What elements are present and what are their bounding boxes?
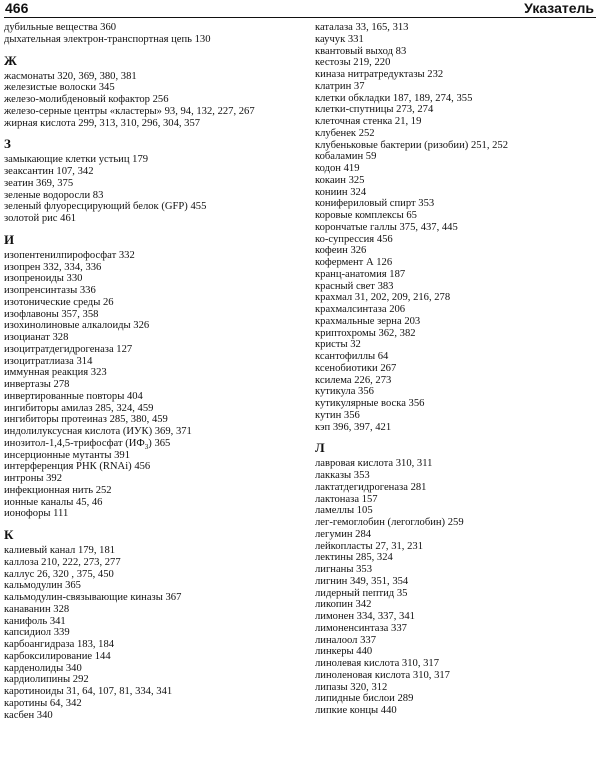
index-entry: крахмал 31, 202, 209, 216, 278 [315,292,451,304]
index-entry: кутин 356 [315,409,360,421]
index-entry: клатрин 37 [315,80,365,92]
index-entry: каротины 64, 342 [4,697,82,709]
index-letter-heading: З [4,136,11,152]
index-entry: ингибиторы амилаз 285, 324, 459 [4,402,154,414]
index-entry: капсидиол 339 [4,627,70,639]
header-rule [4,17,596,18]
index-entry: ксенобиотики 267 [315,362,397,374]
index-letter-heading: К [4,527,14,542]
index-column-right [315,22,597,717]
index-entry: липазы 320, 312 [315,681,388,693]
index-entry: лимонен 334, 337, 341 [315,611,415,622]
index-entry: лавровая кислота 310, 311 [315,458,433,470]
page-header [0,0,600,19]
index-letter-heading: И [4,231,15,247]
index-entry: касбен 340 [4,709,53,721]
index-entry: кокаин 325 [315,174,365,186]
index-entry: липидные бислои 289 [315,693,414,705]
index-entry: кальмодулин 365 [4,580,81,592]
index-entry: инсерционные мутанты 391 [4,449,131,461]
index-entry: инвертазы 278 [4,379,70,390]
index-entry: иммунная реакция 323 [4,367,107,379]
index-entry: каротиноиды 31, 64, 107, 81, 334, 341 [4,686,173,697]
index-entry: легумин 284 [315,528,372,540]
index-entry: кристы 32 [315,339,361,351]
index-entry: канифоль 341 [4,615,66,627]
index-entry: дубильные вещества 360 [4,22,117,33]
index-entry: каллоза 210, 222, 273, 277 [4,556,121,568]
index-entry: линалоол 337 [315,634,376,646]
index-entry: лейкопласты 27, 31, 231 [315,540,423,552]
index-entry: киназа нитратредуктазы 232 [315,69,444,80]
index-entry: крахмальные зерна 203 [315,315,421,327]
index-entry: жирная кислота 299, 313, 310, 296, 304, 357 [4,117,201,129]
index-entry: клубенек 252 [315,127,375,139]
index-entry: изотонические среды 26 [4,296,114,308]
index-entry: изопреноиды 330 [4,273,83,285]
index-entry: изоцитратлиаза 314 [4,355,93,367]
index-entry: изопренсинтазы 336 [4,285,96,296]
index-entry: изоцитратдегидрогеназа 127 [4,343,133,355]
index-entry: криптохромы 362, 382 [315,327,416,339]
index-entry: изофлавоны 357, 358 [4,308,99,320]
index-entry: изопрен 332, 334, 336 [4,261,102,273]
index-entry: ксилема 226, 273 [315,374,392,386]
index-entry: карбоксилирование 144 [4,650,111,662]
index-entry: кальмодулин-связывающие киназы 367 [4,592,182,603]
index-entry: клеточная стенка 21, 19 [315,116,422,127]
index-entry: золотой рис 461 [4,213,77,224]
index-entry: кардиолипины 292 [4,674,89,686]
index-entry: изохинолиновые алкалоиды 326 [4,320,150,332]
index-entry: замыкающие клетки устьиц 179 [4,154,149,166]
index-entry: лигнаны 353 [315,564,372,575]
index-entry: кэп 396, 397, 421 [315,421,392,433]
index-entry: инвертированные повторы 404 [4,390,143,402]
index-entry: липкие концы 440 [315,705,397,716]
index-entry: инфекционная нить 252 [4,484,112,496]
index-entry: лектины 285, 324 [315,552,393,564]
page-number: 466 [5,0,29,16]
index-entry: индолилуксусная кислота (ИУК) 369, 371 [4,426,192,437]
index-entry: ионные каналы 45, 46 [4,496,103,508]
index-entry: лидерный пептид 35 [315,587,408,599]
index-entry: калиевый канал 179, 181 [4,545,116,556]
index-entry: каучук 331 [315,33,364,45]
index-entry: ко-супрессия 456 [315,233,393,245]
index-entry: кранц-анатомия 187 [315,268,406,280]
index-entry: лактатдегидрогеназа 281 [315,481,427,493]
index-entry: изопентенилпирофосфат 332 [4,249,135,261]
index-entry: ксантофиллы 64 [315,351,389,362]
index-entry: железо-серные центры «кластеры» 93, 94, 132, 227, 267 [4,105,255,117]
index-entry: ингибиторы протеиназ 285, 380, 459 [4,414,168,426]
index-entry: крахмалсинтаза 206 [315,304,406,315]
index-entry: ионофоры 111 [4,508,69,520]
index-entry: лег-гемоглобин (легоглобин) 259 [315,517,464,528]
index-entry: кодон 419 [315,163,360,174]
index-entry: карбоангидраза 183, 184 [4,639,115,650]
index-entry: зеленый флуоресцирующий белок (GFP) 455 [4,201,207,213]
index-entry: кониин 324 [315,186,367,198]
index-entry: ламеллы 105 [315,505,373,517]
index-entry: клетки обкладки 187, 189, 274, 355 [315,92,473,104]
index-entry: линолевая кислота 310, 317 [315,658,440,669]
index-entry: каталаза 33, 165, 313 [315,22,409,33]
index-entry: кофермент А 126 [315,257,393,268]
index-entry: интерференция РНК (RNAi) 456 [4,461,151,473]
index-entry: интроны 392 [4,473,63,484]
index-entry: кофеин 326 [315,245,367,257]
index-column-left [4,22,296,721]
index-entry: конифериловый спирт 353 [315,198,435,210]
index-entry: клетки-спутницы 273, 274 [315,104,434,116]
index-entry: квантовый выход 83 [315,45,407,57]
index-entry: дыхательная электрон-транспортная цепь 130 [4,33,211,45]
index-entry: кутикулярные воска 356 [315,398,425,409]
index-entry: линкеры 440 [315,646,373,658]
index-entry: корончатые галлы 375, 437, 445 [315,221,458,233]
index-entry: кестозы 219, 220 [315,57,391,69]
index-entry: клубеньковые бактерии (ризобии) 251, 252 [315,139,509,151]
index-entry: каллус 26, 320 , 375, 450 [4,568,114,580]
index-entry: зеатин 369, 375 [4,177,74,189]
index-entry: железо-молибденовый кофактор 256 [4,94,169,105]
index-entry: линоленовая кислота 310, 317 [315,669,450,681]
index-entry: ликопин 342 [315,599,372,611]
index-entry: кутикула 356 [315,386,374,398]
index-entry: зеаксантин 107, 342 [4,166,94,177]
index-entry: зеленые водоросли 83 [4,189,104,201]
index-entry: лигнин 349, 351, 354 [315,575,409,587]
index-entry: канаванин 328 [4,603,70,615]
index-entry: коровые комплексы 65 [315,210,417,221]
index-entry: карденолиды 340 [4,662,82,674]
index-entry: жасмонаты 320, 369, 380, 381 [4,70,137,82]
running-title: Указатель [524,0,594,16]
index-entry: кобаламин 59 [315,151,377,163]
index-entry: красный свет 383 [315,280,394,292]
index-letter-heading: Л [315,440,325,456]
index-entry: лакказы 353 [315,470,370,481]
index-entry: лактоназа 157 [315,493,378,505]
index-entry: лимоненсинтаза 337 [315,622,407,634]
index-letter-heading: Ж [4,52,17,68]
index-entry: железистые волоски 345 [4,82,115,94]
index-entry: изоцианат 328 [4,332,69,343]
index-entry: инозитол-1,4,5-трифосфат $(ИФ_3)$ 365 [4,437,171,451]
